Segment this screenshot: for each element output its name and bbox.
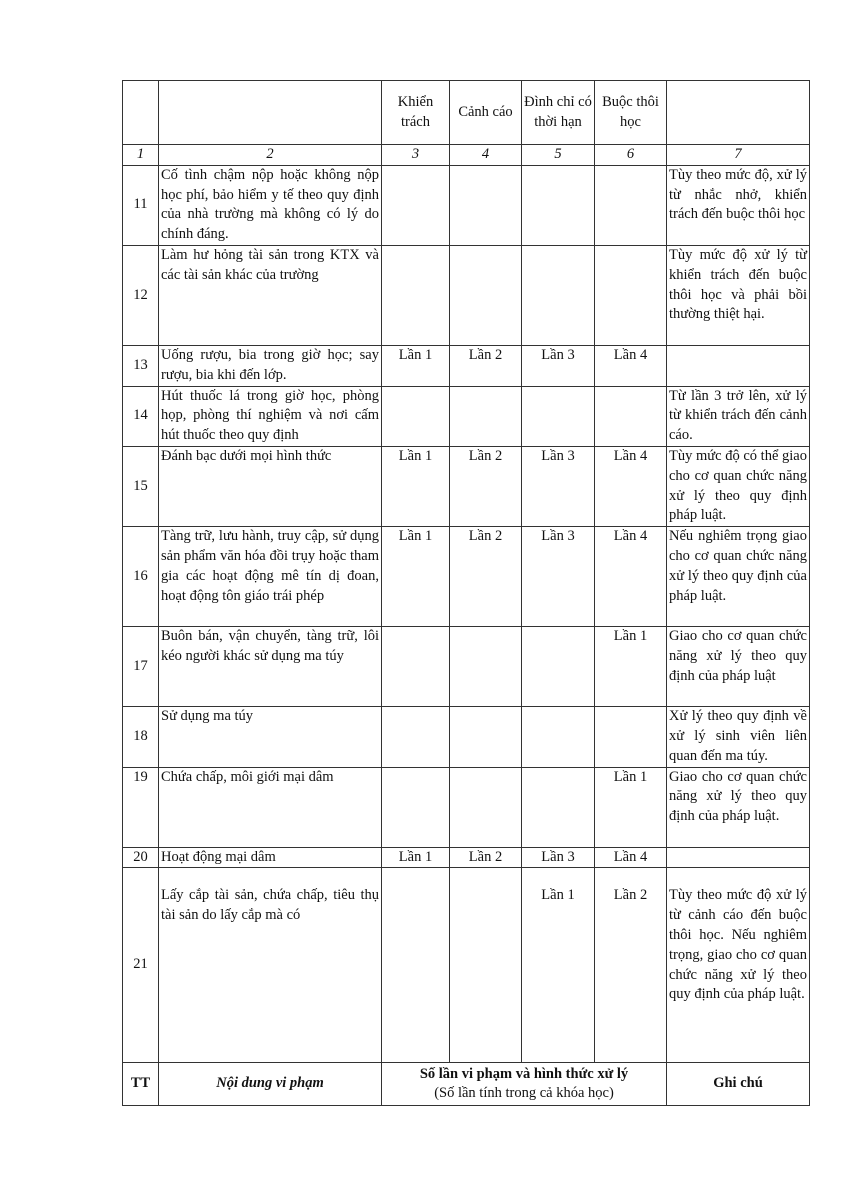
cell-dinh-chi: Lần 3 bbox=[522, 446, 595, 526]
cell-buoc-thoi-hoc: Lần 4 bbox=[595, 847, 667, 868]
violation-content: Buôn bán, vận chuyển, tàng trữ, lôi kéo người khác sử dụng ma túy bbox=[159, 627, 382, 707]
table-row bbox=[123, 847, 810, 868]
violation-content: Sử dụng ma túy bbox=[159, 707, 382, 767]
table-row bbox=[123, 707, 810, 767]
violation-content: Đánh bạc dưới mọi hình thức bbox=[159, 446, 382, 526]
cell-canh-cao bbox=[450, 767, 522, 847]
col-buoc-thoi-hoc: Buộc thôi học bbox=[595, 81, 667, 145]
cell-khien-trach bbox=[382, 245, 450, 345]
cell-dinh-chi: Lần 3 bbox=[522, 847, 595, 868]
cell-khien-trach bbox=[382, 707, 450, 767]
col-number: 6 bbox=[595, 145, 667, 166]
row-number: 11 bbox=[123, 165, 159, 245]
cell-khien-trach bbox=[382, 868, 450, 1063]
row-number: 21 bbox=[123, 868, 159, 1063]
note-cell: Tùy theo mức độ xử lý từ cảnh cáo đến buộc thôi học. Nếu nghiêm trọng, giao cho cơ quan chức năng xử lý theo quy định của pháp luật. bbox=[667, 868, 810, 1063]
table-row bbox=[123, 527, 810, 627]
cell-dinh-chi bbox=[522, 245, 595, 345]
cell-dinh-chi bbox=[522, 707, 595, 767]
cell-buoc-thoi-hoc: Lần 4 bbox=[595, 446, 667, 526]
violation-content: Hoạt động mại dâm bbox=[159, 847, 382, 868]
cell-buoc-thoi-hoc bbox=[595, 165, 667, 245]
violation-content: Làm hư hỏng tài sản trong KTX và các tài sản khác của trường bbox=[159, 245, 382, 345]
col-number: 3 bbox=[382, 145, 450, 166]
cell-dinh-chi: Lần 1 bbox=[522, 868, 595, 1063]
table-row bbox=[123, 345, 810, 386]
cell-khien-trach bbox=[382, 386, 450, 446]
note-cell: Giao cho cơ quan chức năng xử lý theo quy định của pháp luật bbox=[667, 627, 810, 707]
note-cell bbox=[667, 345, 810, 386]
footer-note: Ghi chú bbox=[667, 1063, 810, 1106]
cell-buoc-thoi-hoc: Lần 4 bbox=[595, 527, 667, 627]
cell-buoc-thoi-hoc bbox=[595, 386, 667, 446]
col-number: 5 bbox=[522, 145, 595, 166]
col-dinh-chi: Đình chỉ có thời hạn bbox=[522, 81, 595, 145]
cell-khien-trach: Lần 1 bbox=[382, 847, 450, 868]
cell-khien-trach bbox=[382, 165, 450, 245]
col-number: 1 bbox=[123, 145, 159, 166]
table-row bbox=[123, 868, 810, 1063]
col-number: 7 bbox=[667, 145, 810, 166]
cell-dinh-chi: Lần 3 bbox=[522, 527, 595, 627]
table-row bbox=[123, 245, 810, 345]
cell-canh-cao: Lần 2 bbox=[450, 446, 522, 526]
table-row bbox=[123, 165, 810, 245]
cell-canh-cao bbox=[450, 165, 522, 245]
cell-dinh-chi: Lần 3 bbox=[522, 345, 595, 386]
row-number: 12 bbox=[123, 245, 159, 345]
row-number: 15 bbox=[123, 446, 159, 526]
violation-content: Uống rượu, bia trong giờ học; say rượu, bia khi đến lớp. bbox=[159, 345, 382, 386]
cell-khien-trach: Lần 1 bbox=[382, 527, 450, 627]
cell-buoc-thoi-hoc: Lần 1 bbox=[595, 627, 667, 707]
note-cell: Tùy mức độ xử lý từ khiển trách đến buộc thôi học và phải bồi thường thiệt hại. bbox=[667, 245, 810, 345]
col-khien-trach: Khiển trách bbox=[382, 81, 450, 145]
table-row bbox=[123, 627, 810, 707]
violation-content: Cố tình chậm nộp hoặc không nộp học phí, bảo hiểm y tế theo quy định của nhà trường mà không có lý do chính đáng. bbox=[159, 165, 382, 245]
table-row bbox=[123, 767, 810, 847]
cell-canh-cao bbox=[450, 627, 522, 707]
table-row bbox=[123, 386, 810, 446]
footer-content: Nội dung vi phạm bbox=[159, 1063, 382, 1106]
violation-content: Tàng trữ, lưu hành, truy cập, sử dụng sản phẩm văn hóa đồi trụy hoặc tham gia các hoạt động mê tín dị đoan, hoạt động tôn giáo trái phép bbox=[159, 527, 382, 627]
cell-khien-trach bbox=[382, 627, 450, 707]
footer-header-row bbox=[123, 1063, 810, 1106]
row-number: 14 bbox=[123, 386, 159, 446]
cell-khien-trach: Lần 1 bbox=[382, 446, 450, 526]
cell-canh-cao bbox=[450, 245, 522, 345]
note-cell: Xử lý theo quy định về xử lý sinh viên liên quan đến ma túy. bbox=[667, 707, 810, 767]
note-cell bbox=[667, 847, 810, 868]
cell-dinh-chi bbox=[522, 386, 595, 446]
row-number: 20 bbox=[123, 847, 159, 868]
header-empty-tt bbox=[123, 81, 159, 145]
row-number: 16 bbox=[123, 527, 159, 627]
cell-canh-cao bbox=[450, 868, 522, 1063]
column-number-row bbox=[123, 145, 810, 166]
discipline-table bbox=[122, 80, 810, 1106]
note-cell: Giao cho cơ quan chức năng xử lý theo quy định của pháp luật. bbox=[667, 767, 810, 847]
cell-buoc-thoi-hoc bbox=[595, 245, 667, 345]
violation-content: Lấy cắp tài sản, chứa chấp, tiêu thụ tài sản do lấy cắp mà có bbox=[159, 868, 382, 1063]
col-number: 4 bbox=[450, 145, 522, 166]
cell-canh-cao bbox=[450, 386, 522, 446]
note-cell: Từ lần 3 trở lên, xử lý từ khiển trách đến cảnh cáo. bbox=[667, 386, 810, 446]
col-canh-cao: Cảnh cáo bbox=[450, 81, 522, 145]
cell-canh-cao bbox=[450, 707, 522, 767]
cell-khien-trach bbox=[382, 767, 450, 847]
cell-canh-cao: Lần 2 bbox=[450, 345, 522, 386]
note-cell: Nếu nghiêm trọng giao cho cơ quan chức năng xử lý theo quy định của pháp luật. bbox=[667, 527, 810, 627]
footer-violations-sub: (Số lần tính trong cả khóa học) bbox=[434, 1085, 614, 1102]
row-number: 18 bbox=[123, 707, 159, 767]
violation-content: Chứa chấp, môi giới mại dâm bbox=[159, 767, 382, 847]
cell-canh-cao: Lần 2 bbox=[450, 847, 522, 868]
cell-buoc-thoi-hoc bbox=[595, 707, 667, 767]
cell-buoc-thoi-hoc: Lần 1 bbox=[595, 767, 667, 847]
col-number: 2 bbox=[159, 145, 382, 166]
note-cell: Tùy theo mức độ, xử lý từ nhắc nhở, khiển trách đến buộc thôi học bbox=[667, 165, 810, 245]
cell-buoc-thoi-hoc: Lần 2 bbox=[595, 868, 667, 1063]
note-cell: Tùy mức độ có thể giao cho cơ quan chức năng xử lý theo quy định pháp luật. bbox=[667, 446, 810, 526]
cell-dinh-chi bbox=[522, 165, 595, 245]
row-number: 13 bbox=[123, 345, 159, 386]
footer-tt: TT bbox=[123, 1063, 159, 1106]
header-empty-content bbox=[159, 81, 382, 145]
violation-content: Hút thuốc lá trong giờ học, phòng họp, phòng thí nghiệm và nơi cấm hút thuốc theo quy định bbox=[159, 386, 382, 446]
row-number: 19 bbox=[123, 767, 159, 847]
header-empty-note bbox=[667, 81, 810, 145]
cell-dinh-chi bbox=[522, 627, 595, 707]
footer-violations-title: Số lần vi phạm và hình thức xử lý bbox=[419, 1065, 629, 1082]
cell-khien-trach: Lần 1 bbox=[382, 345, 450, 386]
row-number: 17 bbox=[123, 627, 159, 707]
cell-buoc-thoi-hoc: Lần 4 bbox=[595, 345, 667, 386]
table-row bbox=[123, 446, 810, 526]
footer-violations bbox=[382, 1063, 667, 1106]
header-row bbox=[123, 81, 810, 145]
cell-dinh-chi bbox=[522, 767, 595, 847]
cell-canh-cao: Lần 2 bbox=[450, 527, 522, 627]
